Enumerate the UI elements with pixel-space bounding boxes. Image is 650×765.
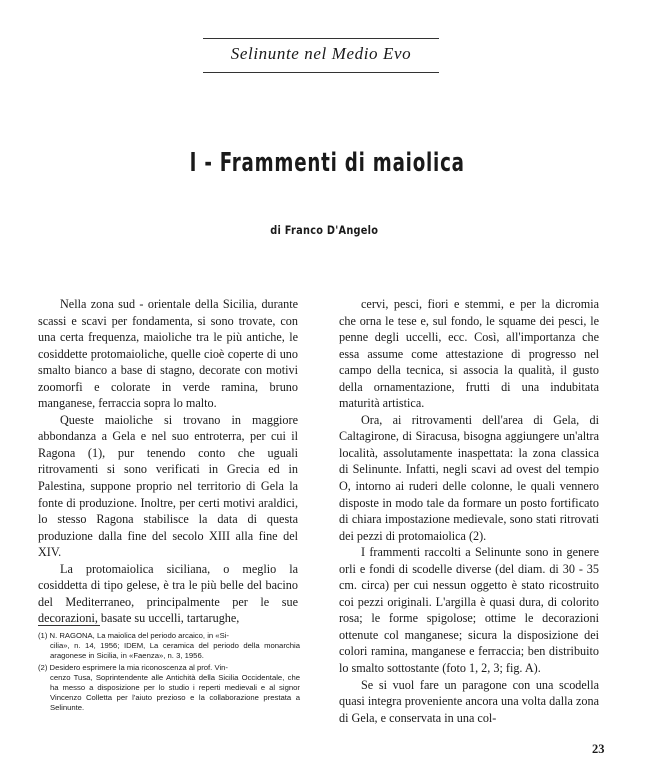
footnote-1 <box>38 631 300 662</box>
paragraph: cervi, pesci, fiori e stemmi, e per la dicromia che orna le tese e, sul fondo, le squame dei pesci, le penne degli uccelli, ecc. Così, all'importanza che essa assume come attestazione di progresso nel campo della tecnica, si associa la qualità, il gusto della ornamentazione, frutti di una indubitata maturità artistica. <box>339 297 599 411</box>
article-title: I - Frammenti di maiolica <box>189 148 465 178</box>
paragraph: Ora, ai ritrovamenti dell'area di Gela, di Caltagirone, di Siracusa, bisogna aggiungere un'altra località, assolutamente inaspettata: la zona classica di Selinunte. Infatti, negli scavi ad ovest del tempio O, intorno ai ruderi delle colonne, le quali vennero disposte in modo tale da formare un posto fortificato di chiara impostazione medievale, sono stati ritrovati dei pezzi di protomaiolica (2). <box>339 412 599 543</box>
left-column <box>38 296 298 627</box>
footnote-2-continuation: cenzo Tusa, Soprintendente alle Antichità della Sicilia Occidentale, che ha messo a disposizione per lo studio i reperti medievali e al signor Vincenzo Colletta per l'aiuto prezioso e la collaborazione prestata a Selinunte. <box>50 672 300 713</box>
paragraph: I frammenti raccolti a Selinunte sono in genere orli e fondi di scodelle diverse (del diam. di 30 - 35 cm. circa) per cui nessun oggetto è stato ricostruito coi pezzi originali. L'argilla è quasi dura, di colorito rosa; le forme spigolose; ottime le decorazioni ottenute col manganese; sicura la disposizione dei colori ramina, manganese e ferraccia; ben distribuito lo smalto sottostante (foto 1, 2, 3; fig. A). <box>339 545 599 676</box>
running-head: Selinunte nel Medio Evo <box>230 44 412 63</box>
footnotes <box>38 631 300 715</box>
footnote-1-continuation: cilia», n. 14, 1956; IDEM, La ceramica del periodo della monarchia aragonese in Sicilia, in «Faenza», n. 3, 1956. <box>50 641 300 661</box>
page-number: 23 <box>592 742 605 756</box>
running-head-rule-top <box>203 38 439 39</box>
right-column <box>339 296 599 726</box>
paragraph: Nella zona sud - orientale della Sicilia, durante scassi e scavi per fondamenta, si sono trovate, con una certa frequenza, maioliche tra le più antiche, le cosiddette protomaioliche, quelle cioè coperte di uno smalto bianco a base di stagno, decorate con motivi zoomorfi e colorate in verde ramina, bruno manganese, ferraccia sopra lo malto. <box>38 297 298 411</box>
paragraph: Queste maioliche si trovano in maggiore abbondanza a Gela e nel suo entroterra, per cui il Ragona (1), pur tenendo conto che uguali ritrovamenti si sono verificati in Grecia ed in Palestina, suppone proprio nel territorio di Gela la fonte di produzione. Inoltre, per certi motivi araldici, lo stesso Ragona stabilisce la data di questa produzione dalla fine del secolo XIII alla fine del XIV. <box>38 412 298 560</box>
paragraph: La protomaiolica siciliana, o meglio la cosiddetta di tipo gelese, è tra le più belle del bacino del Mediterraneo, principalmente per le sue decorazioni, basate su uccelli, tartarughe, <box>38 561 298 626</box>
byline: di Franco D'Angelo <box>270 223 379 237</box>
footnote-2 <box>38 663 300 714</box>
footnote-2-first-line: (2) Desidero esprimere la mia riconoscenza al prof. Vin- <box>38 662 228 672</box>
running-head-rule-bottom <box>203 72 439 73</box>
paragraph: Se si vuol fare un paragone con una scodella quasi integra proveniente ancora una volta dalla zona di Gela, e conservata in una col- <box>339 677 599 725</box>
footnote-1-first-line: (1) N. RAGONA, La maiolica del periodo arcaico, in «Si- <box>38 631 229 640</box>
footnote-rule <box>38 625 100 626</box>
